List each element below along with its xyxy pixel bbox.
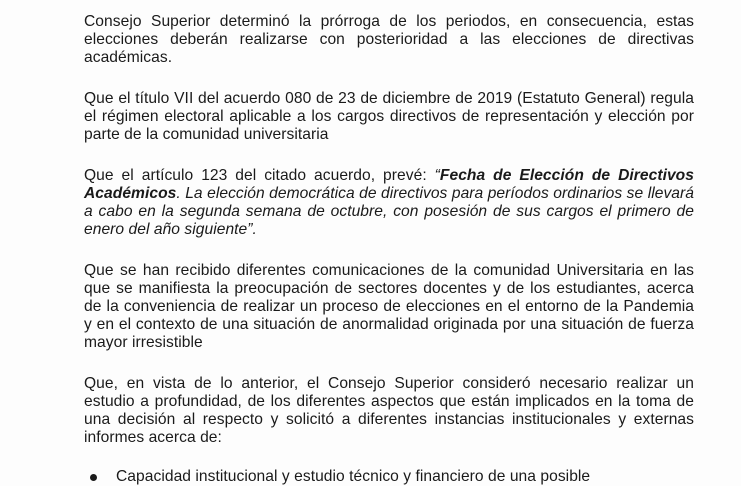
close-quote-mark: ”. bbox=[247, 221, 257, 238]
document-body bbox=[84, 13, 694, 486]
bullet-text: Capacidad institucional y estudio técnico y financiero de una posible bbox=[116, 468, 591, 485]
paragraph-prorroga: Consejo Superior determinó la prórroga de los periodos, en consecuencia, estas elecciones deberán realizarse con posterioridad a las elecciones de directivas académicas. bbox=[84, 13, 694, 66]
paragraph-comunicaciones: Que se han recibido diferentes comunicaciones de la comunidad Universitaria en las que se manifiesta la preocupación de sectores docentes y de los estudiantes, acerca de la conveniencia de realizar un proceso de elecciones en el entorno de la Pandemia y en el contexto de una situación de anormalidad originada por una situación de fuerza mayor irresistible bbox=[84, 262, 694, 351]
bullet-dot-icon bbox=[90, 474, 97, 481]
paragraph-titulo-vii: Que el título VII del acuerdo 080 de 23 de diciembre de 2019 (Estatuto General) regula el régimen electoral aplicable a los cargos directivos de representación y elección por parte de la comunidad universitaria bbox=[84, 90, 694, 143]
paragraph-articulo-123 bbox=[84, 167, 694, 239]
bullet-list bbox=[84, 468, 694, 486]
article-lead-text: Que el artículo 123 del citado acuerdo, prevé: bbox=[84, 167, 435, 184]
quote-body: . La elección democrática de directivos para períodos ordinarios se llevará a cabo en la segunda semana de octubre, con posesión de sus cargos el primero de enero del año siguiente bbox=[84, 185, 694, 238]
paragraph-consejo-superior: Que, en vista de lo anterior, el Consejo Superior consideró necesario realizar un estudio a profundidad, de los diferentes aspectos que están implicados en la toma de una decisión al respecto y solicitó a diferentes instancias institucionales y externas informes acerca de: bbox=[84, 375, 694, 446]
quote-title: Fecha de Elección de Directivos Académicos bbox=[84, 167, 694, 202]
list-item bbox=[84, 468, 694, 486]
open-quote-mark: “ bbox=[434, 167, 440, 184]
